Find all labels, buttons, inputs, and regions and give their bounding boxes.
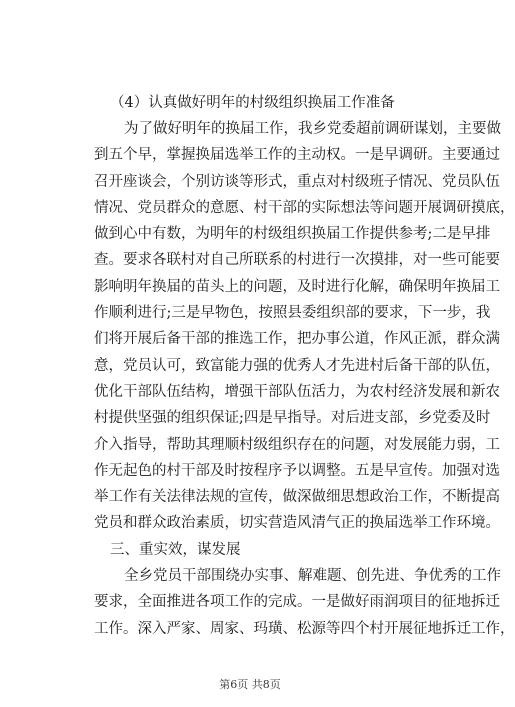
text-line: 作顺利进行;三是早物色，按照县委组织部的要求，下一步，我 [94,305,491,322]
text-line: 们将开展后备干部的推选工作，把办事公道，作风正派，群众满 [94,331,500,348]
text-line: 要求，全面推进各项工作的完成。一是做好雨润项目的征地拆迁 [94,594,500,611]
section-heading: （4）认真做好明年的村级组织换届工作准备 [110,95,395,111]
text-line: 召开座谈会，个别访谈等形式，重点对村级班子情况、党员队伍 [94,173,500,190]
text-line: 影响明年换届的苗头上的问题，及时进行化解，确保明年换届工 [94,278,500,295]
text-line: 党员和群众政治素质，切实营造风清气正的换届选举工作环境。 [94,515,500,532]
paragraph-block [94,116,515,642]
text-line: 查。要求各联村对自己所联系的村进行一次摸排，对一些可能要 [94,252,500,269]
text-line: 意，党员认可，致富能力强的优秀人才先进村后备干部的队伍， [94,357,500,374]
text-line: 到五个早，掌握换届选举工作的主动权。一是早调研。主要通过 [94,147,500,164]
text-line: 作无起色的村干部及时按程序予以调整。五是早宣传。加强对选 [94,462,500,479]
text-line: 情况、党员群众的意愿、村干部的实际想法等问题开展调研摸底， [94,199,515,216]
text-line: 村提供坚强的组织保证;四是早指导。对后进支部，乡党委及时 [94,410,491,427]
text-line: 优化干部队伍结构，增强干部队伍活力，为农村经济发展和新农 [94,383,500,400]
document-body [94,90,515,642]
page-footer: 第6页 共8页 [219,678,281,691]
text-line: 做到心中有数，为明年的村级组织换届工作提供参考;二是早排 [94,226,491,243]
text-line: 介入指导，帮助其理顺村级组织存在的问题，对发展能力弱，工 [94,436,500,453]
text-line: 为了做好明年的换届工作，我乡党委超前调研谋划，主要做 [124,121,501,137]
text-line: 全乡党员干部围绕办实事、解难题、创先进、争优秀的工作 [124,568,501,585]
text-line: 举工作有关法律法规的宣传，做深做细思想政治工作，不断提高 [94,489,500,506]
text-line: 工作。深入严家、周家、玛璜、松源等四个村开展征地拆迁工作， [94,620,515,637]
section-heading: 三、重实效，谋发展 [110,541,241,558]
